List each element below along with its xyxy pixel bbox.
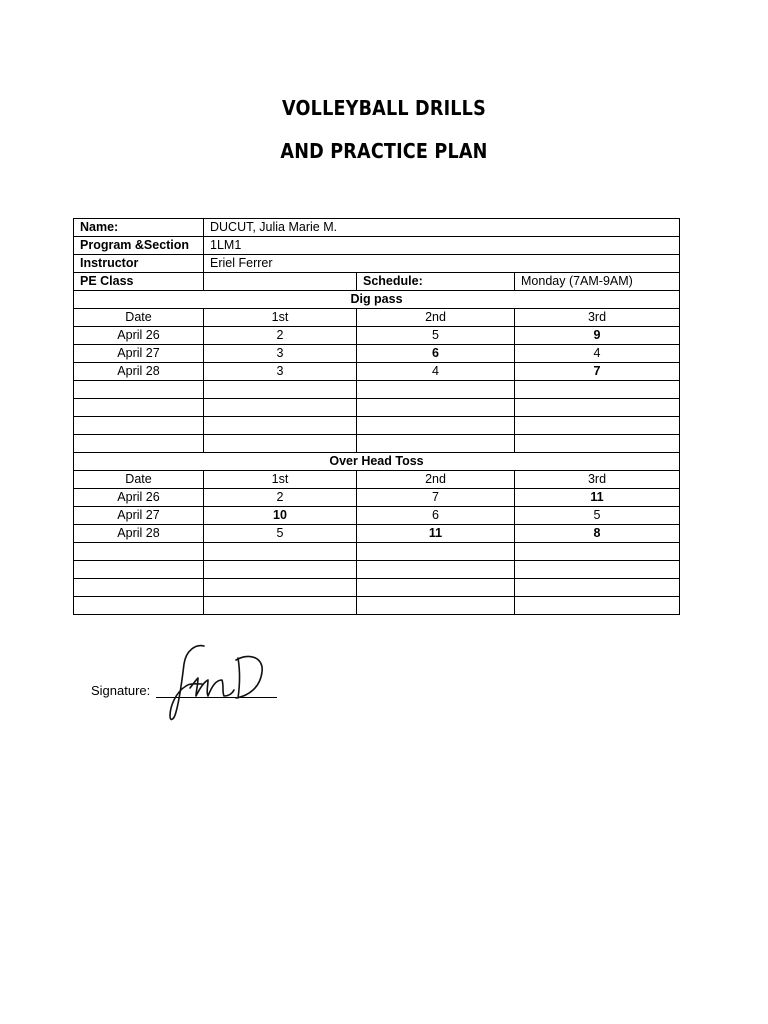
column-header-date: Date: [74, 309, 204, 327]
dig-pass-title: Dig pass: [74, 291, 680, 309]
date-cell: April 26: [74, 327, 204, 345]
table-row: [74, 327, 680, 345]
column-header-3rd: 3rd: [515, 309, 680, 327]
date-cell: April 27: [74, 507, 204, 525]
score-cell: 4: [357, 363, 515, 381]
handwritten-signature: [160, 640, 270, 725]
pe-class-value: [204, 273, 357, 291]
column-header-1st: 1st: [204, 309, 357, 327]
score-cell: 3: [204, 363, 357, 381]
score-cell: 5: [515, 507, 680, 525]
score-cell: 3: [204, 345, 357, 363]
empty-row: [74, 435, 680, 453]
schedule-label: Schedule:: [357, 273, 515, 291]
name-label: Name:: [74, 219, 204, 237]
program-label: Program &Section: [74, 237, 204, 255]
column-header-3rd: 3rd: [515, 471, 680, 489]
info-row-name: [74, 219, 680, 237]
column-header-1st: 1st: [204, 471, 357, 489]
score-cell: 6: [357, 507, 515, 525]
score-cell: 5: [204, 525, 357, 543]
over-head-toss-header-row: [74, 471, 680, 489]
date-cell: April 28: [74, 525, 204, 543]
date-cell: April 28: [74, 363, 204, 381]
score-cell: 4: [515, 345, 680, 363]
table-row: [74, 345, 680, 363]
dig-pass-section-row: [74, 291, 680, 309]
score-cell: 2: [204, 489, 357, 507]
schedule-value: Monday (7AM-9AM): [515, 273, 680, 291]
over-head-toss-title: Over Head Toss: [74, 453, 680, 471]
name-value: DUCUT, Julia Marie M.: [204, 219, 680, 237]
column-header-date: Date: [74, 471, 204, 489]
score-cell: 7: [515, 363, 680, 381]
score-cell: 9: [515, 327, 680, 345]
date-cell: April 27: [74, 345, 204, 363]
info-row-instructor: [74, 255, 680, 273]
empty-row: [74, 399, 680, 417]
signature-label: Signature:: [91, 683, 151, 698]
score-cell: 11: [357, 525, 515, 543]
score-cell: 6: [357, 345, 515, 363]
score-cell: 2: [204, 327, 357, 345]
table-row: [74, 363, 680, 381]
pe-class-label: PE Class: [74, 273, 204, 291]
empty-row: [74, 579, 680, 597]
empty-row: [74, 381, 680, 399]
empty-row: [74, 543, 680, 561]
document-title-line1: VOLLEYBALL DRILLS: [282, 96, 486, 120]
empty-row: [74, 597, 680, 615]
info-row-pe-class: [74, 273, 680, 291]
score-cell: 8: [515, 525, 680, 543]
empty-row: [74, 561, 680, 579]
column-header-2nd: 2nd: [357, 471, 515, 489]
score-cell: 5: [357, 327, 515, 345]
instructor-label: Instructor: [74, 255, 204, 273]
over-head-toss-section-row: [74, 453, 680, 471]
score-cell: 7: [357, 489, 515, 507]
practice-plan-table: [73, 218, 680, 615]
table-row: [74, 507, 680, 525]
instructor-value: Eriel Ferrer: [204, 255, 680, 273]
empty-row: [74, 417, 680, 435]
info-row-program: [74, 237, 680, 255]
score-cell: 10: [204, 507, 357, 525]
table-row: [74, 489, 680, 507]
score-cell: 11: [515, 489, 680, 507]
dig-pass-header-row: [74, 309, 680, 327]
document-title-line2: AND PRACTICE PLAN: [280, 139, 488, 163]
date-cell: April 26: [74, 489, 204, 507]
column-header-2nd: 2nd: [357, 309, 515, 327]
table-row: [74, 525, 680, 543]
program-value: 1LM1: [204, 237, 680, 255]
